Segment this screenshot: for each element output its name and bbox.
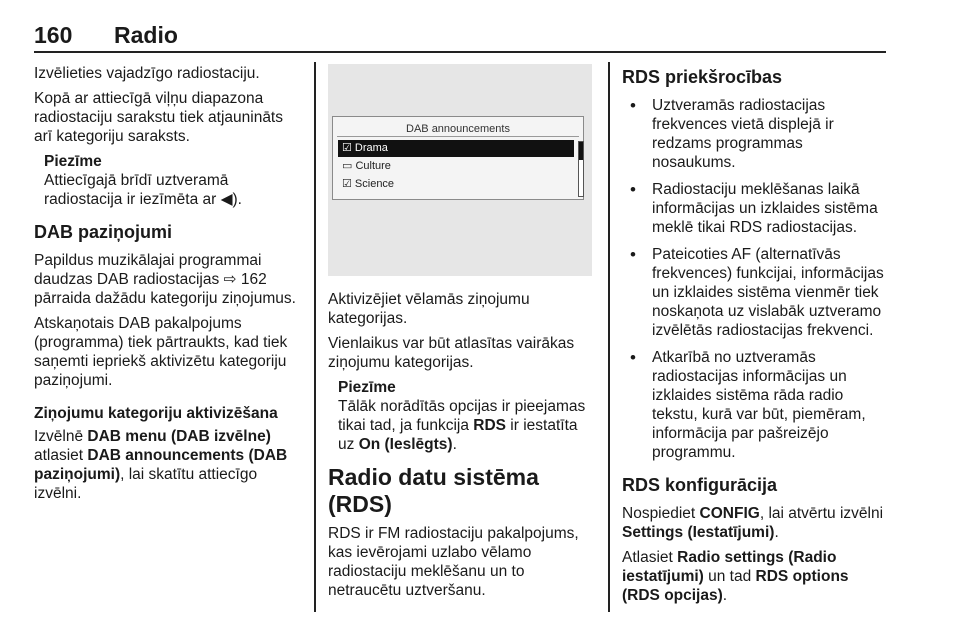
list-item: • Atkarībā no uztveramās radiostacijas informācijas un izklaides sistēma rāda radio tekstu, kurā var būt, piemēram, informācija par pašreizējo programmu. — [622, 348, 890, 462]
note-text — [338, 397, 596, 454]
menu-name: RDS options (RDS opcijas) — [622, 568, 849, 604]
paragraph — [622, 548, 890, 605]
text: atlasiet — [34, 447, 88, 464]
menu-title: DAB announcements — [406, 123, 510, 135]
display-screenshot — [328, 64, 592, 276]
menu-item-drama[interactable]: ☑ Drama — [338, 140, 574, 157]
note-box — [328, 378, 596, 454]
text: . — [722, 587, 728, 604]
column-left — [34, 64, 302, 509]
setting-value: On (Ieslēgts) — [358, 436, 453, 453]
note-text: Attiecīgajā brīdī uztveramā radiostacija ir iezīmēta ar ◀). — [44, 172, 242, 208]
setting-name: RDS — [473, 417, 506, 434]
list-item: • Uztveramās radiostacijas frekvences vietā displejā ir redzams programmas nosaukums. — [622, 96, 890, 172]
menu-name: DAB menu (DAB izvēlne) — [87, 428, 271, 445]
list-item: • Radiostaciju meklēšanas laikā informācijas un izklaides sistēma meklē tikai RDS radiostacijas. — [622, 180, 890, 237]
menu-item-culture[interactable]: ▭ Culture — [342, 160, 391, 172]
paragraph: Papildus muzikālajai programmai daudzas DAB radiostacijas ⇨ 162 pārraida dažādu kategoriju ziņojumus. — [34, 252, 296, 307]
scrollbar-thumb[interactable] — [579, 142, 583, 160]
section-title: Radio — [114, 22, 178, 48]
note-title: Piezīme — [338, 379, 396, 396]
paragraph: Kopā ar attiecīgā viļņu diapazona radiostaciju sarakstu tiek atjaunināts arī kategoriju saraksts. — [34, 90, 283, 145]
text: . — [774, 524, 779, 541]
text: Atlasiet — [622, 549, 678, 566]
heading-rds: Radio datu sistēma (RDS) — [328, 464, 539, 517]
button-name: CONFIG — [699, 505, 760, 522]
text: , lai skatītu attiecīgo izvēlni. — [34, 466, 258, 502]
text: un tad — [703, 568, 756, 585]
text: ir iestatīta uz — [338, 417, 578, 453]
menu-divider — [337, 136, 579, 137]
menu-scrollbar[interactable] — [578, 141, 584, 197]
text: , lai atvērtu izvēlni — [759, 505, 884, 522]
column-divider — [608, 62, 610, 612]
text: Tālāk norādītās opcijas ir pieejamas tikai tad, ja funkcija — [338, 398, 586, 434]
menu-name: Radio settings (Radio iestatījumi) — [622, 549, 837, 585]
list-item: • Pateicoties AF (alternatīvās frekvences) funkcijai, informācijas un izklaides sistēma vienmēr tiek noskaņota uz vislabāk uztveramo izvēlētās radiostacijas frekvenci. — [622, 245, 890, 340]
page-number: 160 — [34, 22, 73, 48]
paragraph: Izvēlieties vajadzīgo radiostaciju. — [34, 65, 260, 82]
column-right — [622, 64, 890, 611]
menu-name: DAB announcements (DAB paziņojumi) — [34, 447, 288, 483]
dab-announcements-menu — [332, 116, 584, 200]
paragraph: Atskaņotais DAB pakalpojums (programma) tiek pārtraukts, kad tiek saņemti iepriekš aktivizētu kategoriju paziņojumi. — [34, 315, 288, 389]
paragraph: RDS ir FM radiostaciju pakalpojums, kas ievērojami uzlabo vēlamo radiostaciju meklēšanu un to netraucētu uztveršanu. — [328, 525, 579, 599]
subheading-activate-categories: Ziņojumu kategoriju aktivizēšana — [34, 405, 278, 422]
heading-dab-announcements: DAB paziņojumi — [34, 222, 172, 242]
paragraph: Vienlaikus var būt atlasītas vairākas ziņojumu kategorijas. — [328, 335, 575, 371]
page-header — [34, 22, 886, 52]
text: Nospiediet — [622, 505, 700, 522]
note-box — [34, 152, 302, 209]
heading-rds-configuration: RDS konfigurācija — [622, 475, 778, 495]
note-title: Piezīme — [44, 153, 102, 170]
paragraph — [34, 427, 302, 503]
menu-item-science[interactable]: ☑ Science — [342, 178, 395, 190]
header-divider — [34, 51, 886, 53]
column-divider — [314, 62, 316, 612]
advantages-list — [622, 96, 890, 462]
paragraph: Aktivizējiet vēlamās ziņojumu kategorijas. — [328, 291, 530, 327]
text: Izvēlnē — [34, 428, 88, 445]
column-middle — [328, 64, 596, 606]
menu-name: Settings (Iestatījumi) — [622, 524, 775, 541]
paragraph — [622, 504, 890, 542]
text: . — [452, 436, 457, 453]
heading-rds-advantages: RDS priekšrocības — [622, 67, 783, 87]
